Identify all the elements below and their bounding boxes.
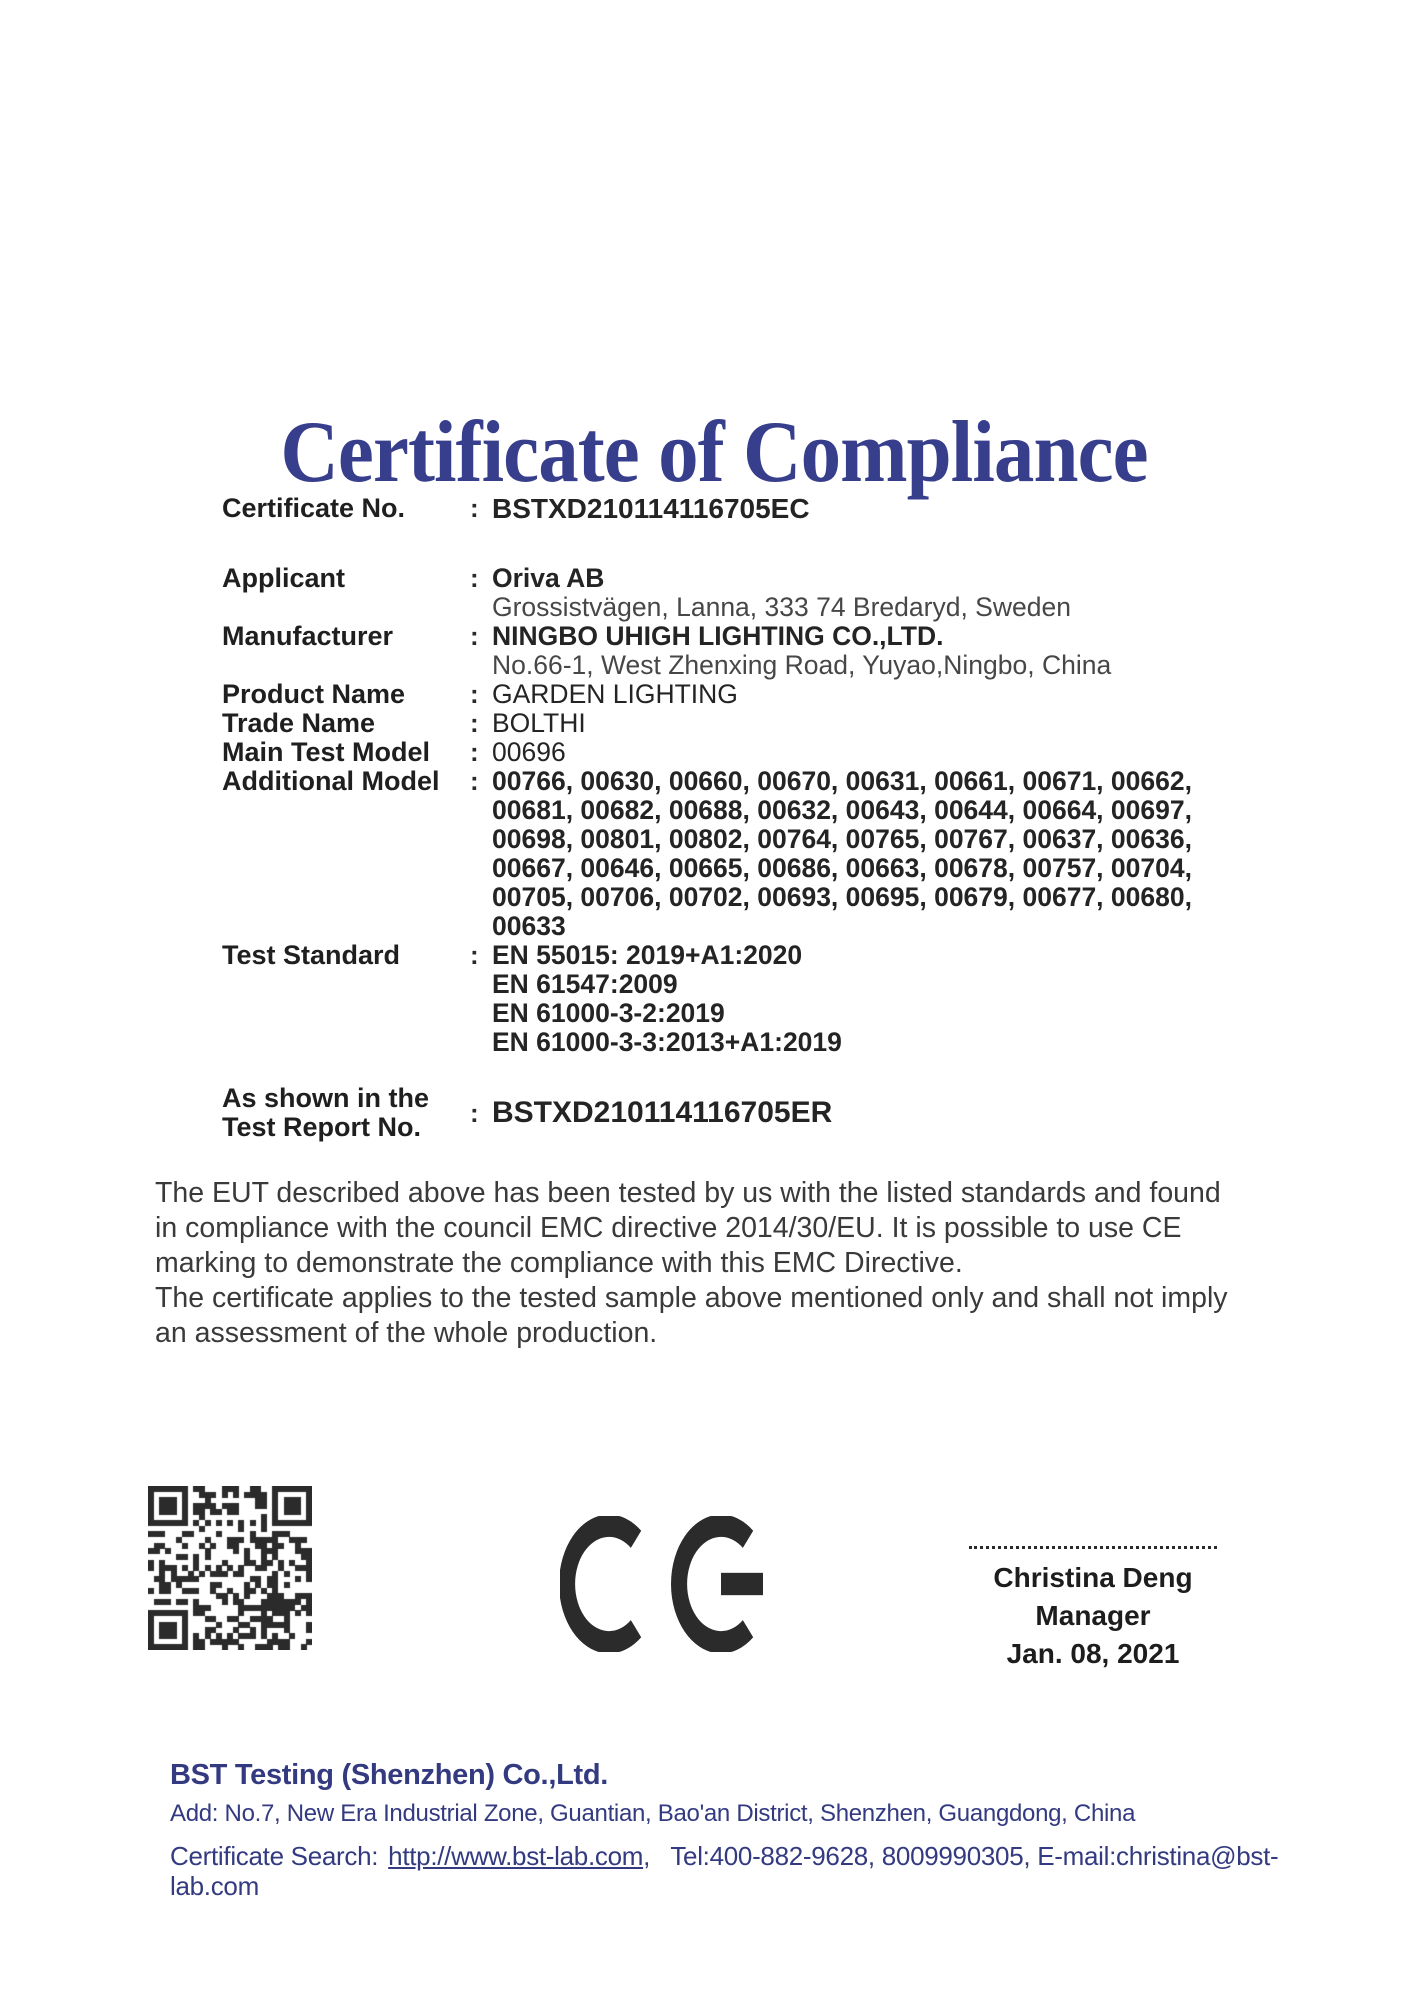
footer-section [170, 1758, 1300, 1901]
trade-name-value: BOLTHI [492, 708, 586, 738]
ce-mark-icon [560, 1516, 770, 1652]
additional-model-line: 00705, 00706, 00702, 00693, 00695, 00679, 00677, 00680, [492, 882, 1192, 912]
statement-line: an assessment of the whole production. [155, 1317, 658, 1349]
signer-name: Christina Deng [993, 1562, 1193, 1593]
row-test-standard [222, 941, 1232, 1057]
colon-separator: : [470, 708, 479, 738]
row-main-test-model [222, 738, 1232, 767]
additional-model-line: 00766, 00630, 00660, 00670, 00631, 00661, 00671, 00662, [492, 766, 1192, 796]
trade-name-label: Trade Name [222, 708, 376, 738]
certificate-search-label: Certificate Search: [170, 1841, 379, 1871]
signature-date: Jan. 08, 2021 [1006, 1638, 1180, 1669]
product-name-label: Product Name [222, 679, 406, 709]
colon-separator: : [470, 766, 479, 796]
additional-model-line: 00667, 00646, 00665, 00686, 00663, 00678, 00757, 00704, [492, 853, 1192, 883]
colon-separator: : [470, 679, 479, 709]
certificate-search-line [170, 1841, 1300, 1901]
additional-model-line: 00681, 00682, 00688, 00632, 00643, 00644, 00664, 00697, [492, 795, 1192, 825]
colon-separator: : [470, 1097, 479, 1128]
colon-separator: : [470, 940, 479, 970]
row-additional-model [222, 767, 1232, 941]
signature-block [948, 1546, 1238, 1673]
statement-paragraph [155, 1176, 1315, 1351]
test-standard-label: Test Standard [222, 940, 401, 970]
colon-separator: : [470, 737, 479, 767]
manufacturer-name: NINGBO UHIGH LIGHTING CO.,LTD. [492, 621, 944, 651]
statement-line: marking to demonstrate the compliance with this EMC Directive. [155, 1247, 963, 1279]
test-report-no-value: BSTXD210114116705ER [492, 1096, 833, 1129]
lab-company-name: BST Testing (Shenzhen) Co.,Ltd. [170, 1759, 609, 1791]
certificate-no-value: BSTXD210114116705EC [492, 493, 810, 524]
signer-title: Manager [1035, 1600, 1151, 1631]
test-standard-line: EN 61000-3-2:2019 [492, 998, 725, 1028]
test-standard-line: EN 61547:2009 [492, 969, 678, 999]
additional-model-label: Additional Model [222, 766, 440, 796]
applicant-label: Applicant [222, 563, 346, 593]
row-applicant [222, 564, 1232, 622]
manufacturer-address: No.66-1, West Zhenxing Road, Yuyao,Ningbo, China [492, 650, 1112, 680]
applicant-address: Grossistvägen, Lanna, 333 74 Bredaryd, Sweden [492, 592, 1071, 622]
colon-separator: : [470, 563, 479, 593]
applicant-name: Oriva AB [492, 563, 605, 593]
row-manufacturer [222, 622, 1232, 680]
row-trade-name [222, 709, 1232, 738]
additional-model-line: 00633 [492, 911, 566, 941]
test-standard-line: EN 61000-3-3:2013+A1:2019 [492, 1027, 842, 1057]
row-product-name [222, 680, 1232, 709]
colon-separator: : [470, 493, 479, 523]
qr-code-icon [148, 1486, 312, 1650]
details-section [222, 494, 1232, 1142]
signature-dotted-line [969, 1546, 1217, 1549]
test-report-label-line1: As shown in the [222, 1083, 430, 1113]
certificate-search-url[interactable]: http://www.bst-lab.com [388, 1841, 644, 1871]
manufacturer-label: Manufacturer [222, 621, 394, 651]
statement-line: in compliance with the council EMC directive 2014/30/EU. It is possible to use CE [155, 1212, 1182, 1244]
lab-address: Add: No.7, New Era Industrial Zone, Guantian, Bao'an District, Shenzhen, Guangdong, China [170, 1800, 1136, 1827]
row-certificate-no [222, 494, 1232, 523]
statement-line: The certificate applies to the tested sample above mentioned only and shall not imply [155, 1282, 1228, 1314]
additional-model-line: 00698, 00801, 00802, 00764, 00765, 00767, 00637, 00636, [492, 824, 1192, 854]
page-title: Certificate of Compliance [280, 403, 1148, 501]
colon-separator: : [470, 621, 479, 651]
test-report-label-line2: Test Report No. [222, 1112, 422, 1142]
main-test-model-value: 00696 [492, 737, 566, 767]
product-name-value: GARDEN LIGHTING [492, 679, 738, 709]
contact-info: , Tel:400-882-9628, 8009990305, E-mail:christina@bst-lab.com [170, 1841, 1279, 1901]
statement-line: The EUT described above has been tested by us with the listed standards and found [155, 1177, 1221, 1209]
main-test-model-label: Main Test Model [222, 737, 431, 767]
row-test-report-no [222, 1084, 1232, 1142]
test-standard-line: EN 55015: 2019+A1:2020 [492, 940, 803, 970]
certificate-no-label: Certificate No. [222, 493, 406, 523]
